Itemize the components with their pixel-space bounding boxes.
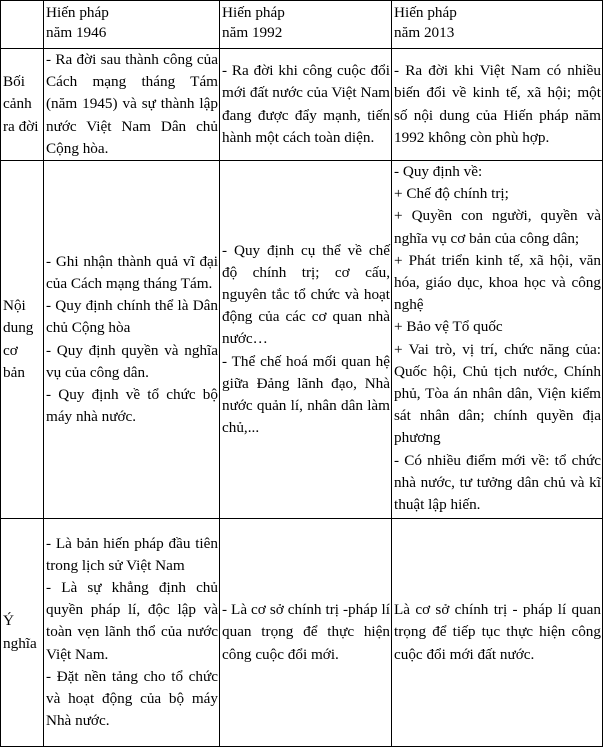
row-label-line: bản — [3, 363, 25, 381]
row-context — [1, 49, 603, 161]
cell-significance-2013 — [392, 519, 603, 747]
cell-paragraph: - Quy định cụ thể về chế độ chính trị; cơ cấu, nguyên tắc tổ chức và hoạt động của các cơ quan nhà nước… — [222, 241, 390, 348]
row-label-line: Bối — [3, 73, 25, 91]
row-label-content — [1, 161, 44, 519]
row-label-significance — [1, 519, 44, 747]
cell-paragraph: - Có nhiều điểm mới về: tổ chức nhà nước, tư tưởng dân chủ và kĩ thuật lập hiến. — [394, 451, 601, 514]
cell-paragraph: + Bảo vệ Tổ quốc — [394, 318, 503, 336]
header-1946-line1: Hiến pháp — [46, 4, 109, 21]
cell-paragraph: - Quy định chính thể là Dân chủ Cộng hòa — [46, 297, 218, 337]
header-2013-line2: năm 2013 — [394, 24, 455, 41]
header-empty-cell — [1, 1, 44, 49]
cell-context-1946 — [44, 49, 220, 161]
cell-paragraph: + Quyền con người, quyền và nghĩa vụ cơ bản của công dân; — [394, 207, 601, 247]
cell-paragraph: - Ra đời khi Việt Nam có nhiều biến đổi về kinh tế, xã hội; một số nội dung của Hiến pháp năm 1992 không còn phù hợp. — [394, 62, 601, 146]
cell-paragraph: - Ra đời sau thành công của Cách mạng tháng Tám (năm 1945) và sự thành lập nước Việt Nam Dân chủ Cộng hòa. — [46, 51, 218, 157]
header-1946 — [44, 1, 220, 49]
cell-paragraph: + Phát triển kinh tế, xã hội, văn hóa, giáo dục, khoa học và công nghệ — [394, 251, 601, 314]
row-content — [1, 161, 603, 519]
cell-context-1992 — [220, 49, 392, 161]
row-significance — [1, 519, 603, 747]
row-label-line: cảnh — [3, 95, 32, 113]
row-label-line: Nội — [3, 297, 26, 315]
row-label-line: dung — [3, 319, 34, 337]
cell-paragraph: - Ghi nhận thành quả vĩ đại của Cách mạng tháng Tám. — [46, 252, 218, 292]
row-label-line: nghĩa — [3, 634, 37, 652]
cell-paragraph: - Là sự khẳng định chủ quyền pháp lí, độc lập và toàn vẹn lãnh thổ của nước Việt Nam. — [46, 579, 218, 663]
cell-paragraph: + Chế độ chính trị; — [394, 185, 509, 203]
header-2013 — [392, 1, 603, 49]
cell-paragraph: - Quy định về tổ chức bộ máy nhà nước. — [46, 385, 218, 426]
header-row — [1, 1, 603, 49]
row-label-line: Ý — [3, 612, 14, 630]
header-1946-line2: năm 1946 — [46, 24, 107, 41]
cell-significance-1992 — [220, 519, 392, 747]
header-1992 — [220, 1, 392, 49]
cell-content-1992 — [220, 161, 392, 519]
cell-paragraph: - Là cơ sở chính trị -pháp lí quan trọng để thực hiện công cuộc đổi mới. — [222, 601, 390, 663]
cell-content-2013 — [392, 161, 603, 519]
cell-paragraph: + Vai trò, vị trí, chức năng của: Quốc hội, Chủ tịch nước, Chính phủ, Tòa án nhân dân, Viện kiểm sát nhân dân; chính quyền địa phương — [394, 340, 601, 447]
cell-context-2013 — [392, 49, 603, 161]
header-1992-line2: năm 1992 — [222, 24, 283, 41]
cell-paragraph: - Là bản hiến pháp đầu tiên trong lịch sử Việt Nam — [46, 534, 218, 574]
row-label-line: ra đời — [3, 117, 39, 135]
cell-paragraph: - Ra đời khi công cuộc đổi mới đất nước của Việt Nam đang được đẩy mạnh, tiến hành một cách toàn diện. — [222, 62, 390, 146]
header-2013-line1: Hiến pháp — [394, 4, 457, 21]
cell-paragraph: - Quy định quyền và nghĩa vụ của công dân. — [46, 341, 218, 381]
cell-paragraph: Là cơ sở chính trị - pháp lí quan trọng để tiếp tục thực hiện công cuộc đổi mới đất nước. — [394, 601, 601, 663]
header-1992-line1: Hiến pháp — [222, 4, 285, 21]
row-label-context — [1, 49, 44, 161]
cell-significance-1946 — [44, 519, 220, 747]
cell-content-1946 — [44, 161, 220, 519]
row-label-line: cơ — [3, 341, 18, 359]
cell-paragraph: - Đặt nền tảng cho tổ chức và hoạt động của bộ máy Nhà nước. — [46, 667, 218, 730]
cell-paragraph: - Thể chế hoá mối quan hệ giữa Đảng lãnh đạo, Nhà nước quản lí, nhân dân làm chủ,... — [222, 352, 390, 437]
cell-paragraph: - Quy định về: — [394, 163, 483, 181]
